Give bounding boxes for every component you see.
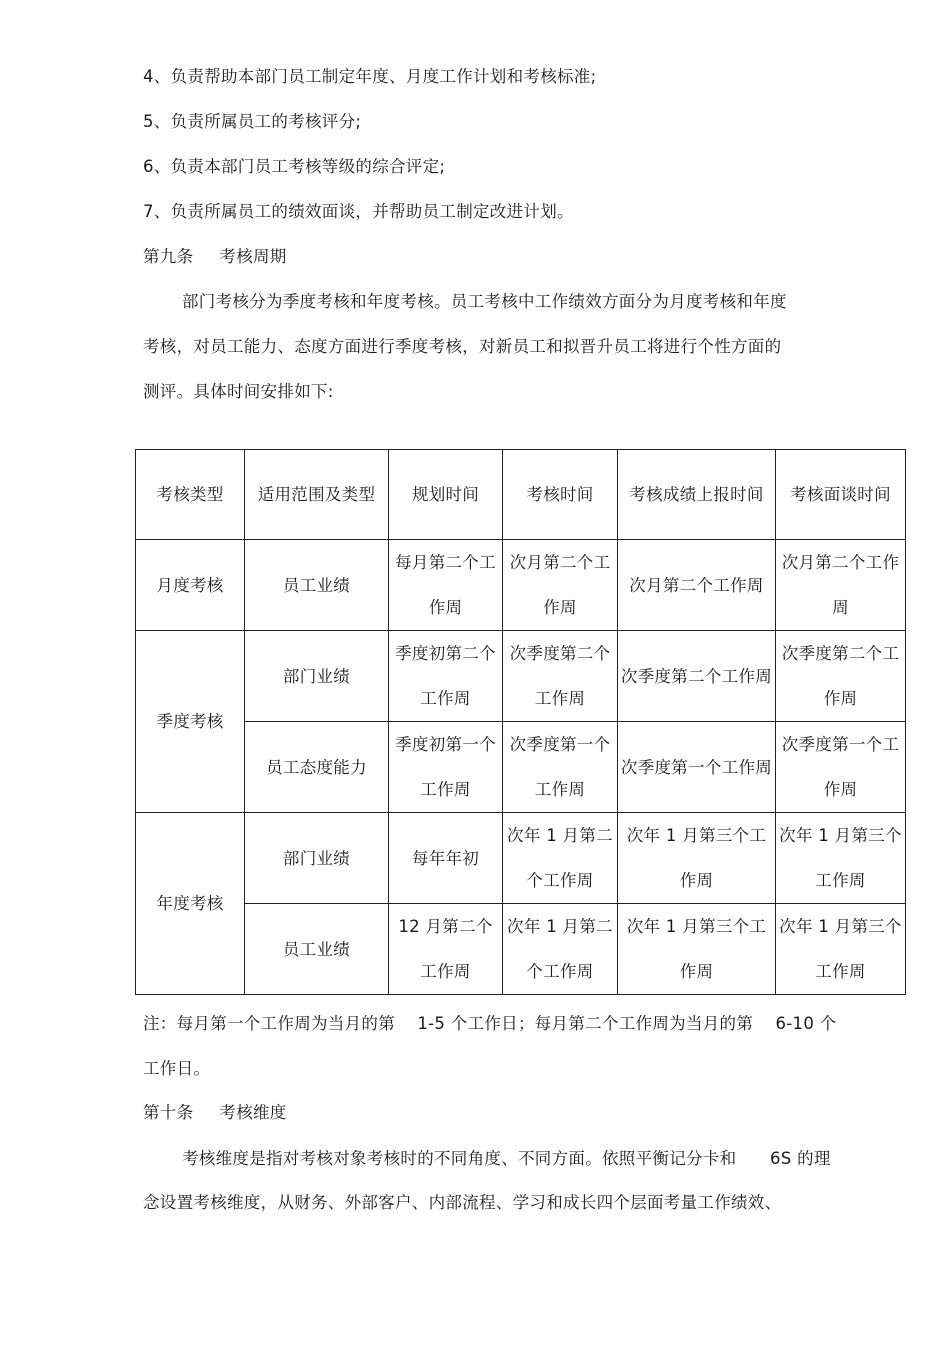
interview-time-cell: 次季度第一个工作周 <box>776 722 906 813</box>
table-note: 工作日。 <box>143 1059 211 1078</box>
assess-time-cell: 次年 1 月第二个工作周 <box>503 813 618 904</box>
article-10-paragraph-line: 考核维度是指对考核对象考核时的不同角度、不同方面。依照平衡记分卡和 6S 的理 <box>182 1149 831 1168</box>
header-cell: 考核成绩上报时间 <box>618 450 776 540</box>
table-row <box>136 904 906 995</box>
assessment-type-cell: 年度考核 <box>136 813 245 995</box>
table-row <box>136 631 906 722</box>
plan-time-cell: 季度初第二个工作周 <box>389 631 503 722</box>
header-cell: 考核时间 <box>503 450 618 540</box>
table-row <box>136 722 906 813</box>
article-9-number: 第九条 <box>143 247 194 266</box>
header-cell: 规划时间 <box>389 450 503 540</box>
interview-time-cell: 次年 1 月第三个工作周 <box>776 904 906 995</box>
report-time-cell: 次季度第一个工作周 <box>618 722 776 813</box>
report-time-cell: 次年 1 月第三个工作周 <box>618 813 776 904</box>
article-9-paragraph-line: 考核，对员工能力、态度方面进行季度考核，对新员工和拟晋升员工将进行个性方面的 <box>143 337 782 356</box>
report-time-cell: 次月第二个工作周 <box>618 540 776 631</box>
assessment-schedule-table <box>135 449 906 995</box>
scope-cell: 员工业绩 <box>245 904 389 995</box>
article-9-title: 考核周期 <box>219 247 287 266</box>
article-10-title: 考核维度 <box>219 1103 287 1122</box>
table-header-row <box>136 450 906 540</box>
report-time-cell: 次季度第二个工作周 <box>618 631 776 722</box>
assess-time-cell: 次季度第一个工作周 <box>503 722 618 813</box>
assessment-type-cell: 季度考核 <box>136 631 245 813</box>
scope-cell: 部门业绩 <box>245 631 389 722</box>
table-row <box>136 540 906 631</box>
article-10-paragraph-line: 念设置考核维度，从财务、外部客户、内部流程、学习和成长四个层面考量工作绩效、 <box>143 1193 782 1212</box>
article-9-paragraph-line: 测评。具体时间安排如下: <box>143 382 334 401</box>
table-row <box>136 813 906 904</box>
header-cell: 适用范围及类型 <box>245 450 389 540</box>
article-10-number: 第十条 <box>143 1103 194 1122</box>
plan-time-cell: 每月第二个工作周 <box>389 540 503 631</box>
assess-time-cell: 次年 1 月第二个工作周 <box>503 904 618 995</box>
interview-time-cell: 次季度第二个工作周 <box>776 631 906 722</box>
report-time-cell: 次年 1 月第三个工作周 <box>618 904 776 995</box>
plan-time-cell: 每年年初 <box>389 813 503 904</box>
article-9-paragraph-line: 部门考核分为季度考核和年度考核。员工考核中工作绩效方面分为月度考核和年度 <box>182 292 787 311</box>
scope-cell: 员工业绩 <box>245 540 389 631</box>
assessment-type-cell: 月度考核 <box>136 540 245 631</box>
interview-time-cell: 次月第二个工作周 <box>776 540 906 631</box>
header-cell: 考核面谈时间 <box>776 450 906 540</box>
article-10-heading <box>143 1099 287 1123</box>
scope-cell: 员工态度能力 <box>245 722 389 813</box>
header-cell: 考核类型 <box>136 450 245 540</box>
article-9-heading <box>143 243 287 267</box>
scope-cell: 部门业绩 <box>245 813 389 904</box>
table-note: 注：每月第一个工作周为当月的第 1-5 个工作日；每月第二个工作周为当月的第 6-10 个 <box>143 1014 837 1033</box>
plan-time-cell: 12 月第二个工作周 <box>389 904 503 995</box>
duty-item: 4、负责帮助本部门员工制定年度、月度工作计划和考核标准; <box>143 67 597 86</box>
duty-item: 5、负责所属员工的考核评分; <box>143 112 362 131</box>
duty-item: 6、负责本部门员工考核等级的综合评定; <box>143 157 446 176</box>
assess-time-cell: 次季度第二个工作周 <box>503 631 618 722</box>
plan-time-cell: 季度初第一个工作周 <box>389 722 503 813</box>
interview-time-cell: 次年 1 月第三个工作周 <box>776 813 906 904</box>
assess-time-cell: 次月第二个工作周 <box>503 540 618 631</box>
duty-item: 7、负责所属员工的绩效面谈，并帮助员工制定改进计划。 <box>143 202 574 221</box>
